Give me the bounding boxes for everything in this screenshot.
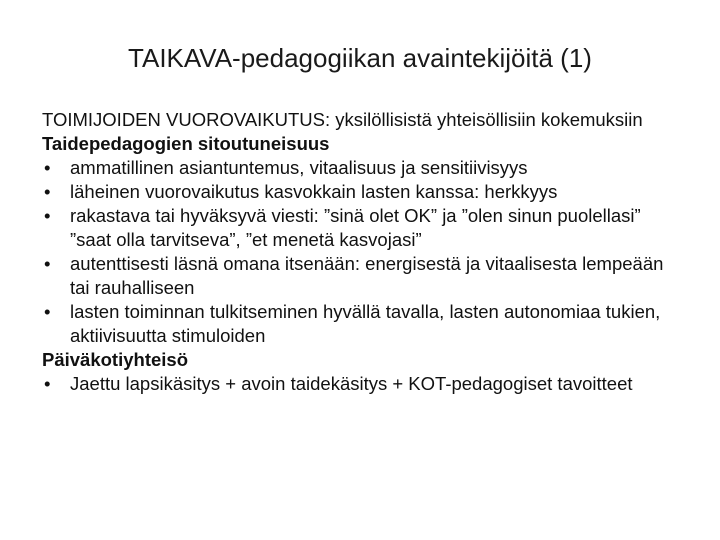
section-heading: Päiväkotiyhteisö — [42, 349, 189, 370]
bullet-text: läheinen vuorovaikutus kasvokkain lasten kanssa: herkkyys — [70, 181, 558, 202]
bullet-text: rakastava tai hyväksyvä viesti: ”sinä olet OK” ja ”olen sinun puolellasi” ”saat olla tarvitseva”, ”et menetä kasvojasi” — [70, 205, 641, 250]
bullet-icon: • — [44, 181, 51, 202]
bullet-item — [42, 252, 682, 300]
bullet-item — [42, 156, 682, 180]
intro-text: TOIMIJOIDEN VUOROVAIKUTUS: yksilöllisistä yhteisöllisiin kokemuksiin — [42, 109, 643, 130]
bullet-item — [42, 204, 682, 252]
bullet-item — [42, 180, 682, 204]
bullet-icon: • — [44, 301, 51, 322]
bullet-icon: • — [44, 253, 51, 274]
bullet-icon: • — [44, 205, 51, 226]
bullet-text: ammatillinen asiantuntemus, vitaalisuus ja sensitiivisyys — [70, 157, 528, 178]
slide-title: TAIKAVA-pedagogiikan avaintekijöitä (1) — [128, 43, 592, 73]
bullet-text: autenttisesti läsnä omana itsenään: energisestä ja vitaalisesta lempeään tai rauhalliseen — [70, 253, 664, 298]
bullet-text: Jaettu lapsikäsitys + avoin taidekäsitys + KOT-pedagogiset tavoitteet — [70, 373, 633, 394]
bullet-icon: • — [44, 157, 51, 178]
bullet-item — [42, 300, 682, 348]
section-heading: Taidepedagogien sitoutuneisuus — [42, 133, 330, 154]
bullet-item — [42, 372, 682, 396]
slide-body — [42, 108, 682, 396]
bullet-text: lasten toiminnan tulkitseminen hyvällä tavalla, lasten autonomiaa tukien, aktiivisuutta stimuloiden — [70, 301, 661, 346]
bullet-icon: • — [44, 373, 51, 394]
